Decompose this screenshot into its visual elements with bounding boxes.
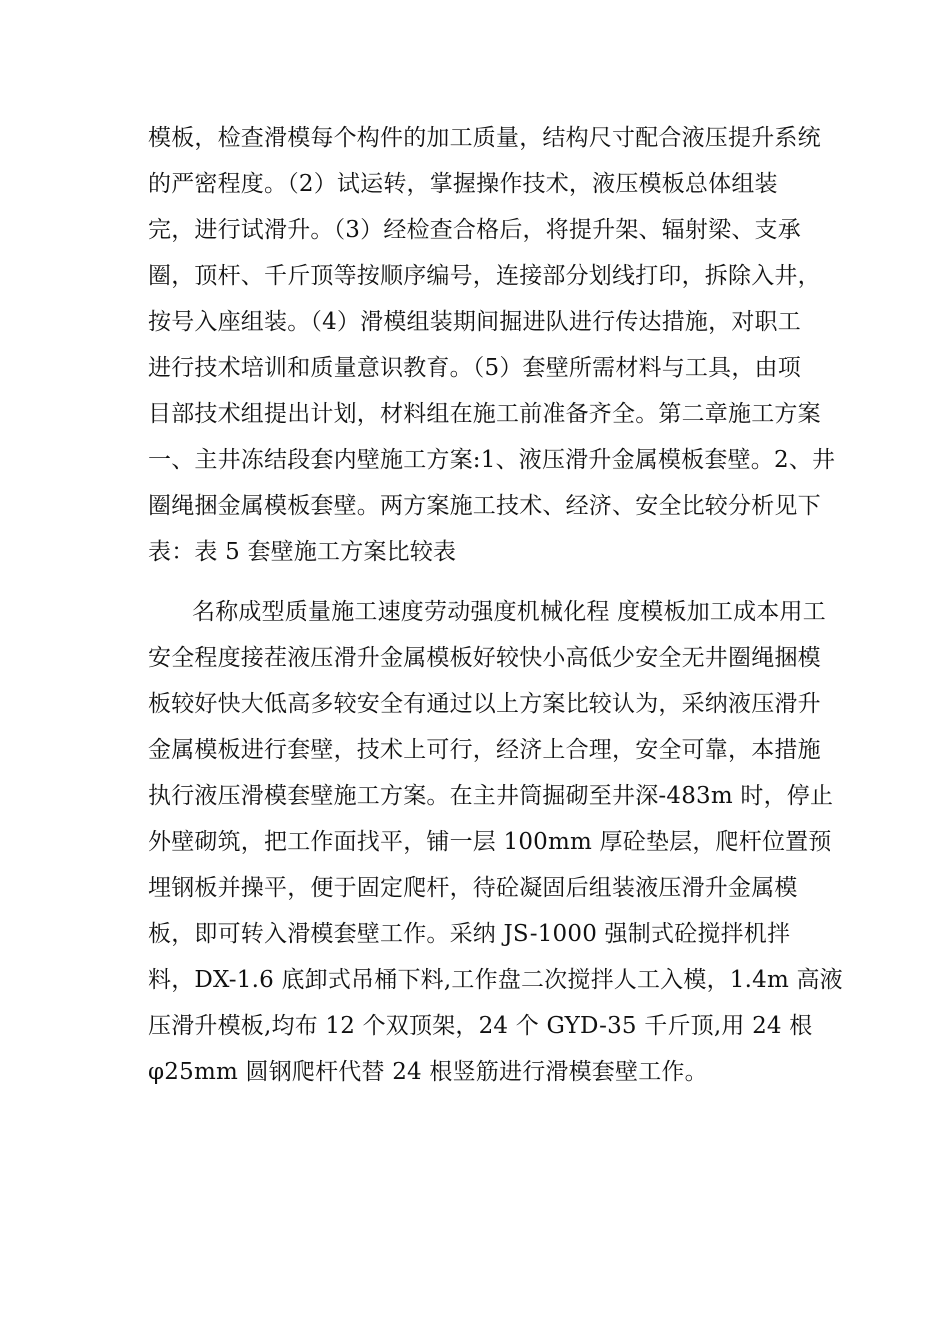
text-line: 完，进行试滑升。（3）经检查合格后，将提升架、辐射梁、支承 bbox=[148, 217, 801, 243]
text-line: 埋钢板并操平，便于固定爬杆，待砼凝固后组装液压滑升金属模 bbox=[148, 875, 798, 901]
text-line: 料，DX-1.6 底卸式吊桶下料,工作盘二次搅拌人工入模，1.4m 高液 bbox=[148, 967, 843, 993]
document-body bbox=[148, 115, 843, 1095]
text-line: 圈，顶杆、千斤顶等按顺序编号，连接部分划线打印，拆除入井， bbox=[148, 263, 821, 289]
text-line: 圈绳捆金属模板套壁。两方案施工技术、经济、安全比较分析见下 bbox=[148, 493, 821, 519]
text-line: 一、主井冻结段套内壁施工方案:1、液压滑升金属模板套壁。2、井 bbox=[148, 447, 836, 473]
text-line: 外壁砌筑，把工作面找平，铺一层 100mm 厚砼垫层，爬杆位置预 bbox=[148, 829, 832, 855]
paragraph-start-line: 名称成型质量施工速度劳动强度机械化程 度模板加工成本用工 bbox=[192, 599, 826, 625]
text-line: 板，即可转入滑模套壁工作。采纳 JS-1000 强制式砼搅拌机拌 bbox=[148, 921, 791, 947]
text-line: 执行液压滑模套壁施工方案。在主井筒掘砌至井深-483m 时，停止 bbox=[148, 783, 834, 809]
text-line: 按号入座组装。（4）滑模组装期间掘进队进行传达措施，对职工 bbox=[148, 309, 801, 335]
text-line: 进行技术培训和质量意识教育。（5）套壁所需材料与工具，由项 bbox=[148, 355, 801, 381]
text-line: 的严密程度。（2）试运转，掌握操作技术，液压模板总体组装 bbox=[148, 171, 778, 197]
text-line: 模板，检查滑模每个构件的加工质量，结构尺寸配合液压提升系统 bbox=[148, 125, 821, 151]
text-line: 金属模板进行套壁，技术上可行，经济上合理，安全可靠，本措施 bbox=[148, 737, 821, 763]
text-line: 板较好快大低高多较安全有通过以上方案比较认为，采纳液压滑升 bbox=[148, 691, 821, 717]
text-line: 目部技术组提出计划，材料组在施工前准备齐全。第二章施工方案 bbox=[148, 401, 821, 427]
text-line: 压滑升模板,均布 12 个双顶架，24 个 GYD-35 千斤顶,用 24 根 bbox=[148, 1013, 813, 1039]
text-line: 安全程度接茬液压滑升金属模板好较快小高低少安全无井圈绳捆模 bbox=[148, 645, 821, 671]
text-line: φ25mm 圆钢爬杆代替 24 根竖筋进行滑模套壁工作。 bbox=[148, 1059, 708, 1085]
text-line: 表：表 5 套壁施工方案比较表 bbox=[148, 539, 457, 565]
